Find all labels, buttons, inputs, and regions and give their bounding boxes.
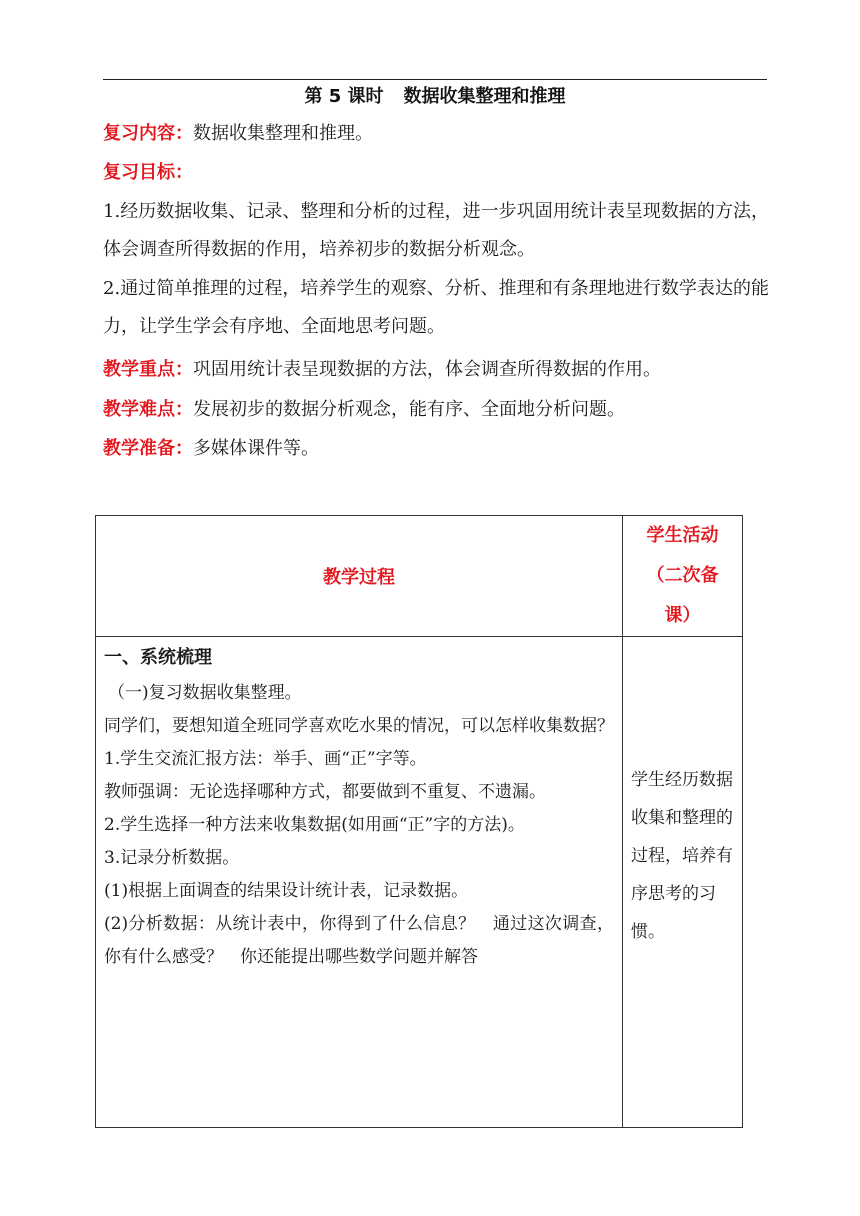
header-rule — [103, 79, 767, 80]
preparation-line — [103, 436, 767, 462]
process-content-cell — [96, 637, 623, 1128]
header-teaching-process — [96, 516, 623, 637]
process-line-1: （一)复习数据收集整理。 — [108, 683, 302, 703]
review-goals-label: 复习目标： — [103, 162, 193, 183]
page-title — [103, 84, 767, 110]
preparation-text: 多媒体课件等。 — [193, 438, 319, 459]
review-content-line — [103, 121, 767, 147]
header-right-line-3: 课） — [664, 605, 701, 626]
process-line-2: 同学们，要想知道全班同学喜欢吃水果的情况，可以怎样收集数据？ — [104, 716, 614, 736]
table-body-row — [96, 637, 743, 1128]
process-line-3: 1.学生交流汇报方法：举手、画“正”字等。 — [104, 749, 427, 769]
header-right-line-1: 学生活动 — [646, 525, 719, 546]
process-line-5: 2.学生选择一种方法来收集数据(如用画“正”字的方法)。 — [104, 815, 525, 835]
preparation-label: 教学准备： — [103, 438, 193, 459]
header-right-line-2: （二次备 — [646, 565, 719, 586]
table-header-row — [96, 516, 743, 637]
process-line-8: (2)分析数据：从统计表中，你得到了什么信息？ 通过这次调查，你有什么感受？ 你还能提出哪些数学问题并解答 — [104, 914, 614, 967]
review-goal-1: 1.经历数据收集、记录、整理和分析的过程，进一步巩固用统计表呈现数据的方法，体会调查所得数据的作用，培养初步的数据分析观念。 — [103, 201, 769, 260]
section-heading: 一、系统梳理 — [104, 647, 212, 668]
lesson-topic: 数据收集整理和推理 — [403, 86, 566, 107]
header-student-activity — [623, 516, 743, 637]
key-points-text: 巩固用统计表呈现数据的方法，体会调查所得数据的作用。 — [193, 359, 661, 380]
review-goal-2: 2.通过简单推理的过程，培养学生的观察、分析、推理和有条理地进行数学表达的能力，让学生学会有序地、全面地思考问题。 — [103, 278, 769, 337]
review-content-text: 数据收集整理和推理。 — [193, 123, 373, 144]
teaching-process-table — [95, 515, 743, 1128]
difficulties-line — [103, 397, 767, 423]
process-line-4: 教师强调：无论选择哪种方式，都要做到不重复、不遗漏。 — [104, 782, 546, 802]
lesson-number: 第 5 课时 — [304, 86, 384, 107]
student-activity-note: 学生经历数据收集和整理的过程，培养有序思考的习惯。 — [631, 770, 733, 942]
key-points-label: 教学重点： — [103, 359, 193, 380]
process-line-7: (1)根据上面调查的结果设计统计表，记录数据。 — [104, 881, 469, 901]
difficulties-text: 发展初步的数据分析观念，能有序、全面地分析问题。 — [193, 399, 625, 420]
review-content-label: 复习内容： — [103, 123, 193, 144]
review-goals-line — [103, 160, 767, 186]
student-activity-cell — [623, 637, 743, 1128]
key-points-line — [103, 357, 767, 383]
header-left-label: 教学过程 — [323, 567, 395, 588]
process-line-6: 3.记录分析数据。 — [104, 848, 240, 868]
difficulties-label: 教学难点： — [103, 399, 193, 420]
